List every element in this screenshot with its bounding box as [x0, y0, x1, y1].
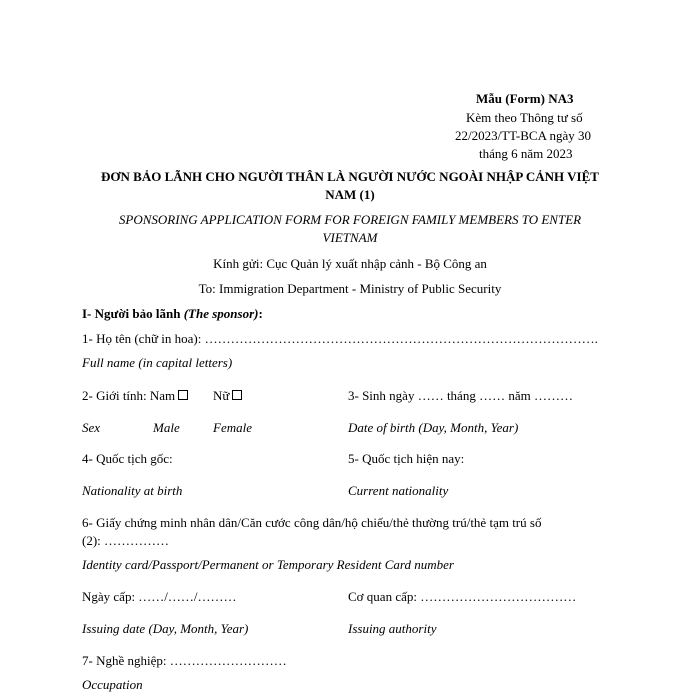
issuing-authority-label-en: Issuing authority: [348, 621, 437, 636]
attached-circular-line3: tháng 6 năm 2023: [479, 146, 573, 161]
title-en-line2: VIETNAM: [322, 230, 378, 245]
section-1-heading-colon: :: [258, 306, 263, 321]
male-label-en: Male: [153, 420, 180, 435]
id-document-label-en: Identity card/Passport/Permanent or Temporary Resident Card number: [82, 557, 454, 572]
male-checkbox[interactable]: [178, 390, 188, 400]
attached-circular-line1: Kèm theo Thông tư số: [466, 110, 583, 125]
recipient-en: To: Immigration Department - Ministry of Public Security: [198, 281, 502, 296]
form-number: Mẫu (Form) NA3: [476, 91, 574, 106]
female-label: Nữ: [213, 388, 230, 403]
recipient-vi: Kính gửi: Cục Quản lý xuất nhập cảnh - Bộ Công an: [213, 256, 487, 271]
title-en-line1: SPONSORING APPLICATION FORM FOR FOREIGN FAMILY MEMBERS TO ENTER: [118, 212, 582, 227]
nationality-at-birth-field: 4- Quốc tịch gốc:: [82, 451, 173, 466]
issue-date-field: Ngày cấp: ……/……/………: [82, 589, 237, 604]
female-label-en: Female: [213, 420, 252, 435]
issue-date-label-en: Issuing date (Day, Month, Year): [82, 621, 249, 636]
attached-circular-line2: 22/2023/TT-BCA ngày 30: [455, 128, 592, 143]
gender-field: [82, 388, 188, 404]
title-vi-line2: NAM (1): [325, 187, 375, 202]
id-document-field-line1: 6- Giấy chứng minh nhân dân/Căn cước công dân/hộ chiếu/thẻ thường trú/thẻ tạm trú số: [82, 515, 542, 530]
id-document-field-line2: (2): ……………: [82, 533, 170, 548]
issuing-authority-field: Cơ quan cấp: ………………………………: [348, 589, 577, 604]
section-1-heading-vi: I- Người bảo lãnh: [82, 306, 184, 321]
occupation-label-en: Occupation: [82, 677, 143, 692]
full-name-field: 1- Họ tên (chữ in hoa): ……………………………………………………………………………….: [82, 331, 598, 346]
date-of-birth-label-en: Date of birth (Day, Month, Year): [348, 420, 519, 435]
sex-label-en: Sex: [82, 420, 101, 435]
current-nationality-label-en: Current nationality: [348, 483, 449, 498]
current-nationality-field: 5- Quốc tịch hiện nay:: [348, 451, 465, 466]
date-of-birth-field: 3- Sinh ngày …… tháng …… năm ………: [348, 388, 573, 403]
title-vi-line1: ĐƠN BẢO LÃNH CHO NGƯỜI THÂN LÀ NGƯỜI NƯỚC NGOÀI NHẬP CẢNH VIỆT: [101, 169, 599, 184]
female-checkbox[interactable]: [232, 390, 242, 400]
female-field: [213, 388, 242, 404]
section-1-heading: [82, 306, 263, 322]
nationality-at-birth-label-en: Nationality at birth: [82, 483, 183, 498]
full-name-label-en: Full name (in capital letters): [82, 355, 233, 370]
gender-label: 2- Giới tính: Nam: [82, 388, 176, 403]
occupation-field: 7- Nghề nghiệp: ………………………: [82, 653, 287, 668]
section-1-heading-en: (The sponsor): [183, 306, 259, 321]
